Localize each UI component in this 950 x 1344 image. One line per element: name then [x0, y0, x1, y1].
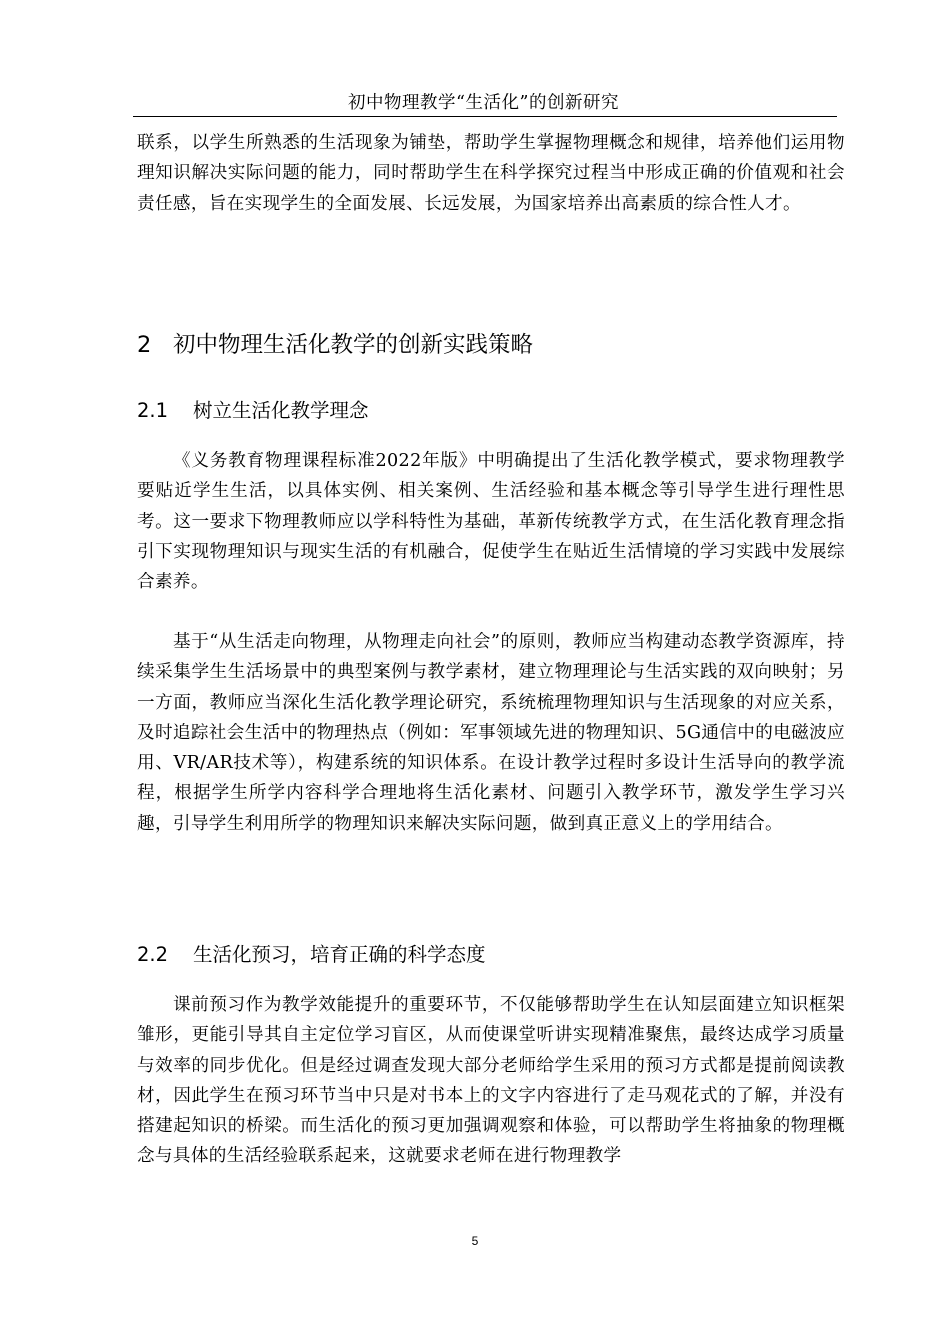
subsection-heading-2-1: [137, 396, 369, 426]
subsection-title: 树立生活化教学理念: [193, 399, 369, 422]
subsection-title: 生活化预习，培育正确的科学态度: [193, 943, 486, 966]
section-heading-2: [137, 328, 533, 362]
subsection-number: 2.2: [137, 943, 169, 966]
paragraph-life-to-physics: 基于“从生活走向物理，从物理走向社会”的原则，教师应当构建动态教学资源库，持续采集学生生活场景中的典型案例与教学素材，建立物理理论与生活实践的双向映射；另一方面，教师应当深化生活化教学理论研究，系统梳理物理知识与生活现象的对应关系，及时追踪社会生活中的物理热点（例如：军事领域先进的物理知识、5G通信中的电磁波应用、VR/AR技术等），构建系统的知识体系。在设计教学过程时多设计生活导向的教学流程，根据学生所学内容科学合理地将生活化素材、问题引入教学环节，激发学生学习兴趣，引导学生利用所学的物理知识来解决实际问题，做到真正意义上的学用结合。: [137, 632, 845, 834]
running-header: 初中物理教学“生活化”的创新研究: [348, 93, 619, 113]
paragraph-preview: 课前预习作为教学效能提升的重要环节，不仅能够帮助学生在认知层面建立知识框架雏形，更能引导其自主定位学习盲区，从而使课堂听讲实现精准聚焦，最终达成学习质量与效率的同步优化。但是经过调查发现大部分老师给学生采用的预习方式都是提前阅读教材，因此学生在预习环节当中只是对书本上的文字内容进行了走马观花式的了解，并没有搭建起知识的桥梁。而生活化的预习更加强调观察和体验，可以帮助学生将抽象的物理概念与具体的生活经验联系起来，这就要求老师在进行物理教学: [137, 995, 845, 1167]
section-title: 初中物理生活化教学的创新实践策略: [173, 332, 534, 358]
subsection-number: 2.1: [137, 399, 169, 422]
header-rule: [133, 116, 837, 117]
subsection-heading-2-2: [137, 940, 486, 970]
paragraph-intro-continuation: 联系，以学生所熟悉的生活现象为铺垫，帮助学生掌握物理概念和规律，培养他们运用物理知识解决实际问题的能力，同时帮助学生在科学探究过程当中形成正确的价值观和社会责任感，旨在实现学生的全面发展、长远发展，为国家培养出高素质的综合性人才。: [137, 133, 845, 214]
section-number: 2: [137, 332, 152, 358]
page-number: 5: [471, 1234, 479, 1248]
paragraph-curriculum-standard: 《义务教育物理课程标准2022年版》中明确提出了生活化教学模式，要求物理教学要贴近学生生活，以具体实例、相关案例、生活经验和基本概念等引导学生进行理性思考。这一要求下物理教师应以学科特性为基础，革新传统教学方式，在生活化教育理念指引下实现物理知识与现实生活的有机融合，促使学生在贴近生活情境的学习实践中发展综合素养。: [137, 451, 845, 593]
